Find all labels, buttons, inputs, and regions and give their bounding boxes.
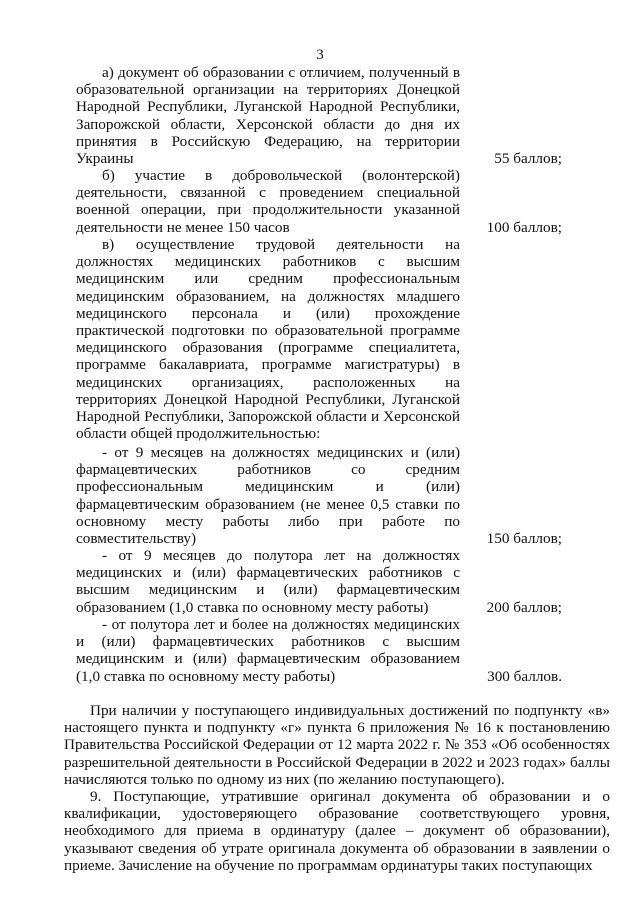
paragraph-note: При наличии у поступающего индивидуальных достижений по подпункту «в» настоящего пункта и подпункту «г» пункта 6 приложения № 16 к постановлению Правительства Российской Федерации от 12 марта 2022 г. № 353 «Об особенностях разрешительной деятельности в Российской Федерации в 2022 и 2023 годах» баллы начисляются только по одному из них (по желанию поступающего).: [64, 702, 610, 788]
item-c2: [76, 547, 460, 616]
item-c1-points: 150 баллов;: [486, 530, 562, 547]
item-a-points: 55 баллов;: [494, 150, 562, 167]
item-c3: [76, 616, 460, 685]
item-b-points: 100 баллов;: [486, 219, 562, 236]
item-c: [76, 236, 460, 442]
item-c3-points: 300 баллов.: [487, 668, 562, 685]
item-a: [76, 64, 460, 167]
page-number: 3: [316, 47, 324, 63]
item-c-text: в) осуществление трудовой деятельности на должностях медицинских работников с высшим медицинским или средним профессиональным медицинским образованием, на должностях младшего медицинского персонала и (или) прохождение практической подготовки по образовательной программе медицинского образования (программе специалитета, программе бакалавриата, программе магистратуры) в медицинских организациях, расположенных на территориях Донецкой Народной Республики, Луганской Народной Республики, Запорожской области и Херсонской области общей продолжительностью:: [76, 236, 460, 443]
item-c2-points: 200 баллов;: [486, 599, 562, 616]
item-c2-text: - от 9 месяцев до полутора лет на должностях медицинских и (или) фармацевтических работников с высшим медицинским и (или) фармацевтическим образованием (1,0 ставка по основному месту работы): [76, 547, 460, 616]
item-b: [76, 167, 460, 236]
item-c3-text: - от полутора лет и более на должностях медицинских и (или) фармацевтических работников с высшим медицинским и (или) фармацевтическим образованием (1,0 ставка по основному месту работы): [76, 616, 460, 685]
item-c1-text: - от 9 месяцев на должностях медицинских и (или) фармацевтических работников со средним профессиональным медицинским и (или) фармацевтическим образованием (не менее 0,5 ставки по основному месту работы либо при работе по совместительству): [76, 444, 460, 548]
item-a-text: а) документ об образовании с отличием, полученный в образовательной организации на территориях Донецкой Народной Республики, Луганской Народной Республики, Запорожской области, Херсонской области до дня их принятия в Российскую Федерацию, на территории Украины: [76, 64, 460, 168]
item-c1: [76, 444, 460, 547]
item-b-text: б) участие в добровольческой (волонтерской) деятельности, связанной с проведением специальной военной операции, при продолжительности указанной деятельности не менее 150 часов: [76, 167, 460, 236]
paragraph-9: 9. Поступающие, утратившие оригинал документа об образовании и о квалификации, удостоверяющего образование соответствующего уровня, необходимого для приема в ординатуру (далее – документ об образовании), указывают сведения об утрате оригинала документа об образовании в заявлении о приеме. Зачисление на обучение по программам ординатуры таких поступающих: [64, 788, 610, 874]
